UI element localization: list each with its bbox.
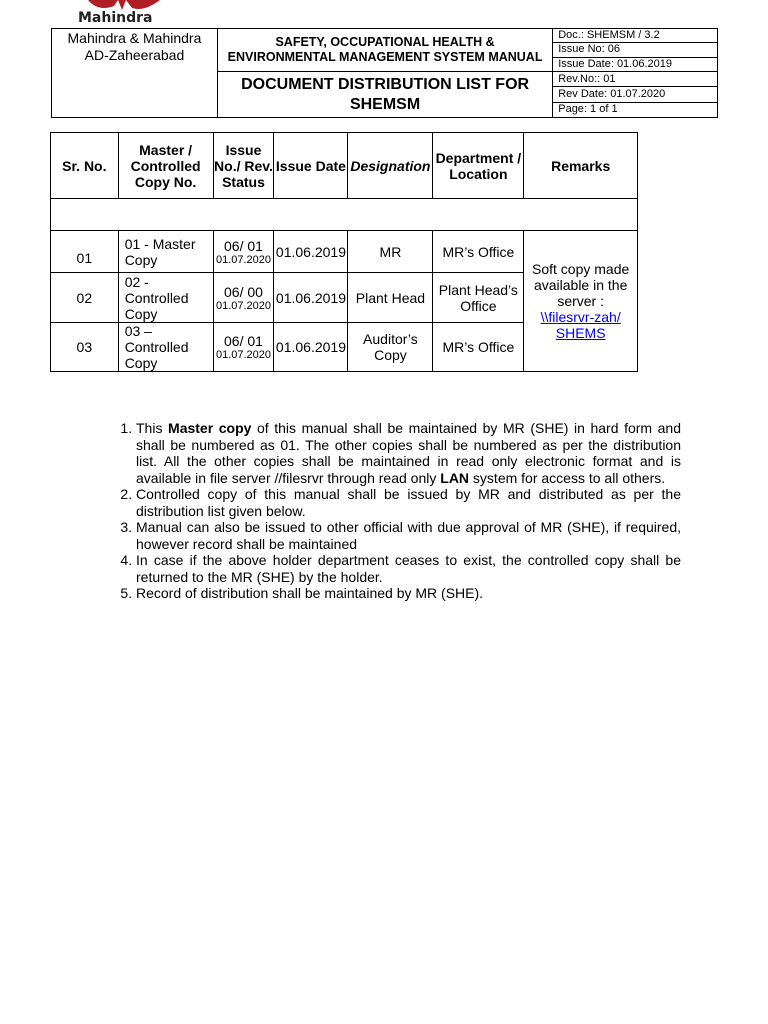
meta-rev-date: Rev Date: 01.07.2020	[553, 87, 718, 102]
note-item: 2. Controlled copy of this manual shall be issued by MR and distributed as per the distribution list given below.	[136, 486, 681, 519]
document-header-table	[51, 28, 718, 118]
company-cell	[52, 29, 218, 118]
meta-doc: Doc.: SHEMSM / 3.2	[553, 29, 718, 43]
company-location: AD-Zaheerabad	[84, 47, 185, 63]
note-item: 3. Manual can also be issued to other official with due approval of MR (SHE), if required, however record shall be maintained	[136, 519, 681, 552]
note-item: 4. In case if the above holder department ceases to exist, the controlled copy shall be returned to the MR (SHE) by the holder.	[136, 552, 681, 585]
note-item: 5. Record of distribution shall be maintained by MR (SHE).	[136, 585, 681, 602]
distribution-table	[50, 132, 638, 372]
meta-issue-date: Issue Date: 01.06.2019	[553, 57, 718, 71]
meta-page: Page: 1 of 1	[553, 102, 718, 117]
col-header-sr: Sr. No.	[51, 133, 119, 199]
notes-list	[111, 420, 681, 602]
mahindra-logo	[74, 0, 174, 26]
col-header-remarks: Remarks	[524, 133, 638, 199]
server-link[interactable]: \\filesrvr-zah/ SHEMS	[540, 309, 621, 341]
table-row: 03 03 – Controlled Copy 06/ 01 01.07.2020 01.06.2019 Auditor’s Copy MR’s Office	[51, 323, 638, 372]
col-header-copy: Master / Controlled Copy No.	[118, 133, 213, 199]
table-row: 01 01 - Master Copy 06/ 01 01.07.2020 01.06.2019 MR MR’s Office Soft copy made available in the server : \\filesrvr-zah/ SHEMS	[51, 231, 638, 273]
note-item: 1. This Master copy of this manual shall be maintained by MR (SHE) in hard form and shall be numbered as 01. The other copies shall be numbered as per the distribution list. All the other copies shall be maintained in read only electronic format and is available in file server //filesrvr through read only LAN system for access to all others.	[136, 420, 681, 486]
remarks-cell: Soft copy made available in the server : \\filesrvr-zah/ SHEMS	[524, 231, 638, 372]
blank-row	[51, 199, 638, 231]
col-header-issue: Issue No./ Rev. Status	[213, 133, 274, 199]
logo-wordmark: Mahindra	[78, 10, 153, 26]
table-header-row	[51, 133, 638, 199]
document-title: DOCUMENT DISTRIBUTION LIST FOR SHEMSM	[217, 72, 552, 118]
col-header-dept: Department / Location	[433, 133, 524, 199]
col-header-date: Issue Date	[274, 133, 348, 199]
meta-issue-no: Issue No: 06	[553, 43, 718, 57]
meta-rev-no: Rev.No:: 01	[553, 72, 718, 87]
col-header-designation: Designation	[348, 133, 433, 199]
company-name: Mahindra & Mahindra	[67, 30, 202, 46]
manual-title: SAFETY, OCCUPATIONAL HEALTH & ENVIRONMENTAL MANAGEMENT SYSTEM MANUAL	[217, 29, 552, 72]
table-row: 02 02 - Controlled Copy 06/ 00 01.07.2020 01.06.2019 Plant Head Plant Head’s Office	[51, 273, 638, 323]
